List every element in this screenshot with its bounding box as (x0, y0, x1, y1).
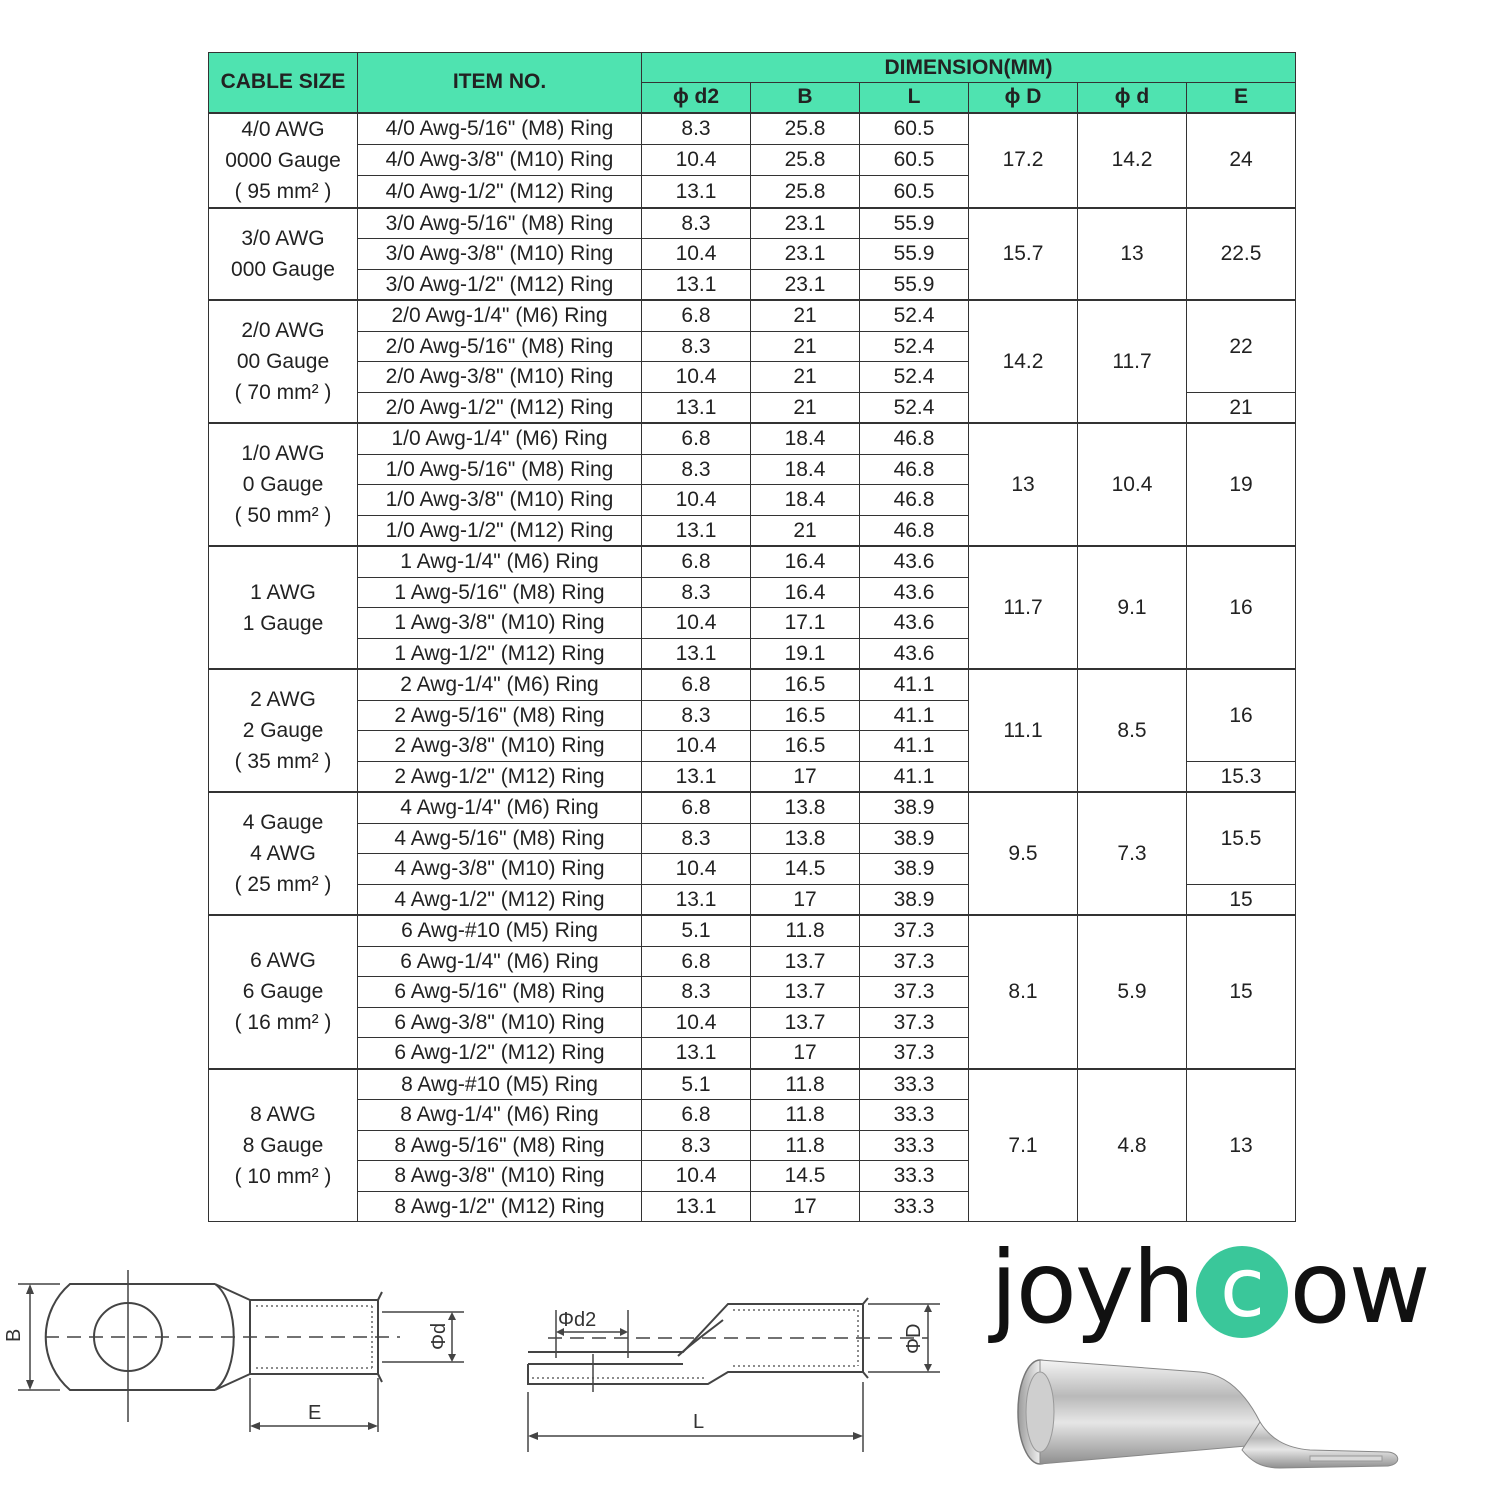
item-no-cell: 2 Awg-5/16" (M8) Ring (358, 700, 642, 731)
e-cell: 15 (1187, 884, 1296, 915)
cable-size-cell (209, 546, 358, 669)
product-photo-ring-lug (1010, 1352, 1410, 1482)
small-d-cell: 9.1 (1078, 546, 1187, 669)
l-cell: 33.3 (860, 1161, 969, 1192)
header-e: E (1187, 83, 1296, 113)
table-row (209, 208, 1296, 239)
l-cell: 38.9 (860, 823, 969, 854)
cable-size-line: 6 Gauge (242, 980, 324, 1004)
l-cell: 37.3 (860, 946, 969, 977)
b-cell: 21 (751, 392, 860, 423)
l-cell: 43.6 (860, 608, 969, 639)
l-cell: 41.1 (860, 700, 969, 731)
b-cell: 25.8 (751, 176, 860, 208)
table-row (209, 300, 1296, 331)
item-no-cell: 4 Awg-5/16" (M8) Ring (358, 823, 642, 854)
l-cell: 33.3 (860, 1100, 969, 1131)
b-cell: 16.5 (751, 700, 860, 731)
table-body (209, 113, 1296, 1222)
item-no-cell: 8 Awg-5/16" (M8) Ring (358, 1130, 642, 1161)
d2-cell: 13.1 (642, 269, 751, 300)
l-cell: 37.3 (860, 915, 969, 946)
d2-cell: 10.4 (642, 362, 751, 393)
d2-cell: 13.1 (642, 884, 751, 915)
item-no-cell: 1/0 Awg-5/16" (M8) Ring (358, 454, 642, 485)
item-no-cell: 2 Awg-3/8" (M10) Ring (358, 731, 642, 762)
e-cell: 22.5 (1187, 208, 1296, 301)
b-cell: 23.1 (751, 239, 860, 270)
cable-size-cell (209, 915, 358, 1069)
d2-cell: 13.1 (642, 1038, 751, 1069)
small-d-cell: 14.2 (1078, 113, 1187, 208)
item-no-cell: 3/0 Awg-3/8" (M10) Ring (358, 239, 642, 270)
b-cell: 21 (751, 362, 860, 393)
spec-table (208, 52, 1296, 1222)
e-cell: 16 (1187, 546, 1296, 669)
l-cell: 46.8 (860, 485, 969, 516)
table-row (209, 423, 1296, 454)
small-d-cell: 10.4 (1078, 423, 1187, 546)
d2-cell: 8.3 (642, 208, 751, 239)
b-cell: 16.5 (751, 669, 860, 700)
l-cell: 38.9 (860, 854, 969, 885)
l-cell: 41.1 (860, 669, 969, 700)
cable-size-line: 6 AWG (250, 949, 316, 973)
l-cell: 43.6 (860, 546, 969, 577)
l-cell: 33.3 (860, 1069, 969, 1100)
table-row (209, 546, 1296, 577)
b-cell: 17 (751, 1038, 860, 1069)
cable-size-cell (209, 423, 358, 546)
label-l: L (693, 1411, 705, 1433)
label-b: B (3, 1328, 25, 1342)
small-d-cell: 4.8 (1078, 1069, 1187, 1222)
table-row (209, 113, 1296, 145)
cable-size-line: 0 Gauge (242, 473, 324, 496)
big-d-cell: 14.2 (969, 300, 1078, 423)
header-d2: ɸ d2 (642, 83, 751, 113)
e-cell: 15 (1187, 915, 1296, 1069)
b-cell: 17 (751, 761, 860, 792)
header-l: L (860, 83, 969, 113)
big-d-cell: 11.7 (969, 546, 1078, 669)
e-cell: 13 (1187, 1069, 1296, 1222)
b-cell: 16.5 (751, 731, 860, 762)
b-cell: 23.1 (751, 208, 860, 239)
d2-cell: 13.1 (642, 638, 751, 669)
header-dimension: DIMENSION(MM) (642, 53, 1296, 83)
item-no-cell: 1 Awg-3/8" (M10) Ring (358, 608, 642, 639)
cable-size-line: ( 16 mm² ) (234, 1011, 332, 1035)
d2-cell: 6.8 (642, 669, 751, 700)
cable-size-cell (209, 792, 358, 915)
l-cell: 33.3 (860, 1130, 969, 1161)
cable-size-line: 8 Gauge (242, 1133, 324, 1157)
item-no-cell: 8 Awg-#10 (M5) Ring (358, 1069, 642, 1100)
b-cell: 11.8 (751, 1069, 860, 1100)
header-big-d: ɸ D (969, 83, 1078, 113)
item-no-cell: 4/0 Awg-3/8" (M10) Ring (358, 144, 642, 175)
item-no-cell: 4 Awg-1/4" (M6) Ring (358, 792, 642, 823)
l-cell: 37.3 (860, 1007, 969, 1038)
cable-size-line: ( 70 mm² ) (234, 381, 332, 404)
cable-size-line: ( 50 mm² ) (234, 504, 332, 527)
d2-cell: 8.3 (642, 823, 751, 854)
d2-cell: 10.4 (642, 239, 751, 270)
header-small-d: ɸ d (1078, 83, 1187, 113)
cable-size-line: 8 AWG (250, 1102, 316, 1126)
b-cell: 21 (751, 515, 860, 546)
item-no-cell: 3/0 Awg-1/2" (M12) Ring (358, 269, 642, 300)
big-d-cell: 15.7 (969, 208, 1078, 301)
l-cell: 52.4 (860, 331, 969, 362)
d2-cell: 6.8 (642, 300, 751, 331)
item-no-cell: 1/0 Awg-3/8" (M10) Ring (358, 485, 642, 516)
e-cell: 21 (1187, 392, 1296, 423)
cable-size-line: 2 Gauge (242, 719, 324, 742)
e-cell: 24 (1187, 113, 1296, 208)
label-e: E (308, 1402, 322, 1424)
b-cell: 25.8 (751, 144, 860, 175)
d2-cell: 5.1 (642, 915, 751, 946)
b-cell: 21 (751, 331, 860, 362)
item-no-cell: 6 Awg-1/2" (M12) Ring (358, 1038, 642, 1069)
small-d-cell: 8.5 (1078, 669, 1187, 792)
big-d-cell: 7.1 (969, 1069, 1078, 1222)
item-no-cell: 1 Awg-1/2" (M12) Ring (358, 638, 642, 669)
item-no-cell: 4/0 Awg-1/2" (M12) Ring (358, 176, 642, 208)
d2-cell: 13.1 (642, 176, 751, 208)
e-cell: 15.3 (1187, 761, 1296, 792)
d2-cell: 10.4 (642, 608, 751, 639)
e-cell: 16 (1187, 669, 1296, 761)
lug-top-view-diagram (0, 1262, 480, 1442)
cable-size-line: 000 Gauge (231, 257, 335, 281)
cable-size-cell (209, 669, 358, 792)
d2-cell: 13.1 (642, 1191, 751, 1222)
b-cell: 18.4 (751, 454, 860, 485)
d2-cell: 8.3 (642, 331, 751, 362)
d2-cell: 6.8 (642, 423, 751, 454)
small-d-cell: 11.7 (1078, 300, 1187, 423)
e-cell: 15.5 (1187, 792, 1296, 884)
b-cell: 13.8 (751, 823, 860, 854)
big-d-cell: 11.1 (969, 669, 1078, 792)
b-cell: 14.5 (751, 1161, 860, 1192)
b-cell: 13.7 (751, 977, 860, 1008)
e-cell: 19 (1187, 423, 1296, 546)
table-row (209, 915, 1296, 946)
table-row (209, 792, 1296, 823)
cable-size-line: ( 35 mm² ) (234, 750, 332, 773)
cable-size-cell (209, 300, 358, 423)
brand-c-badge: c (1196, 1246, 1288, 1338)
label-phi-d2: Φd2 (558, 1309, 597, 1331)
cable-size-line: ( 10 mm² ) (234, 1164, 332, 1188)
b-cell: 11.8 (751, 1130, 860, 1161)
b-cell: 17 (751, 884, 860, 915)
l-cell: 60.5 (860, 113, 969, 145)
item-no-cell: 1 Awg-5/16" (M8) Ring (358, 577, 642, 608)
item-no-cell: 4 Awg-1/2" (M12) Ring (358, 884, 642, 915)
cable-size-line: 4 Gauge (242, 811, 324, 834)
item-no-cell: 8 Awg-1/4" (M6) Ring (358, 1100, 642, 1131)
item-no-cell: 3/0 Awg-5/16" (M8) Ring (358, 208, 642, 239)
l-cell: 52.4 (860, 362, 969, 393)
b-cell: 23.1 (751, 269, 860, 300)
item-no-cell: 6 Awg-5/16" (M8) Ring (358, 977, 642, 1008)
header-cable-size: CABLE SIZE (209, 53, 358, 113)
l-cell: 55.9 (860, 269, 969, 300)
d2-cell: 10.4 (642, 731, 751, 762)
l-cell: 46.8 (860, 454, 969, 485)
e-cell: 22 (1187, 300, 1296, 392)
l-cell: 38.9 (860, 884, 969, 915)
brand-prefix: joyh (990, 1229, 1194, 1346)
d2-cell: 6.8 (642, 792, 751, 823)
brand-logo (990, 1228, 1470, 1348)
cable-size-line: 00 Gauge (236, 350, 330, 373)
small-d-cell: 13 (1078, 208, 1187, 301)
b-cell: 16.4 (751, 546, 860, 577)
cable-size-line: ( 95 mm² ) (234, 179, 332, 203)
item-no-cell: 2/0 Awg-1/4" (M6) Ring (358, 300, 642, 331)
b-cell: 19.1 (751, 638, 860, 669)
d2-cell: 8.3 (642, 977, 751, 1008)
l-cell: 41.1 (860, 761, 969, 792)
small-d-cell: 7.3 (1078, 792, 1187, 915)
cable-size-line: 4 AWG (250, 842, 316, 865)
big-d-cell: 17.2 (969, 113, 1078, 208)
d2-cell: 13.1 (642, 515, 751, 546)
item-no-cell: 4 Awg-3/8" (M10) Ring (358, 854, 642, 885)
d2-cell: 8.3 (642, 113, 751, 145)
header-item-no: ITEM NO. (358, 53, 642, 113)
b-cell: 17 (751, 1191, 860, 1222)
b-cell: 11.8 (751, 915, 860, 946)
b-cell: 17.1 (751, 608, 860, 639)
d2-cell: 10.4 (642, 1007, 751, 1038)
cable-size-cell (209, 113, 358, 208)
cable-size-line: 1 Gauge (242, 611, 324, 635)
item-no-cell: 2 Awg-1/2" (M12) Ring (358, 761, 642, 792)
cable-size-line: 0000 Gauge (225, 148, 341, 172)
l-cell: 41.1 (860, 731, 969, 762)
l-cell: 46.8 (860, 515, 969, 546)
l-cell: 33.3 (860, 1191, 969, 1222)
b-cell: 13.7 (751, 1007, 860, 1038)
b-cell: 13.8 (751, 792, 860, 823)
b-cell: 14.5 (751, 854, 860, 885)
big-d-cell: 13 (969, 423, 1078, 546)
l-cell: 60.5 (860, 144, 969, 175)
l-cell: 55.9 (860, 239, 969, 270)
brand-suffix: ow (1289, 1229, 1429, 1346)
small-d-cell: 5.9 (1078, 915, 1187, 1069)
d2-cell: 6.8 (642, 546, 751, 577)
table-row (209, 1069, 1296, 1100)
b-cell: 11.8 (751, 1100, 860, 1131)
cable-size-line: 2/0 AWG (241, 319, 325, 342)
d2-cell: 8.3 (642, 577, 751, 608)
d2-cell: 10.4 (642, 1161, 751, 1192)
d2-cell: 6.8 (642, 1100, 751, 1131)
b-cell: 21 (751, 300, 860, 331)
d2-cell: 10.4 (642, 144, 751, 175)
l-cell: 52.4 (860, 392, 969, 423)
d2-cell: 8.3 (642, 1130, 751, 1161)
lug-side-view-diagram (518, 1292, 948, 1462)
d2-cell: 8.3 (642, 700, 751, 731)
label-phi-big-d: ΦD (903, 1323, 925, 1354)
b-cell: 25.8 (751, 113, 860, 145)
table-row (209, 669, 1296, 700)
cable-size-line: 4/0 AWG (241, 117, 325, 141)
b-cell: 18.4 (751, 485, 860, 516)
b-cell: 13.7 (751, 946, 860, 977)
l-cell: 43.6 (860, 577, 969, 608)
item-no-cell: 8 Awg-3/8" (M10) Ring (358, 1161, 642, 1192)
l-cell: 37.3 (860, 977, 969, 1008)
header-b: B (751, 83, 860, 113)
l-cell: 43.6 (860, 638, 969, 669)
d2-cell: 10.4 (642, 485, 751, 516)
big-d-cell: 9.5 (969, 792, 1078, 915)
cable-size-cell (209, 1069, 358, 1222)
l-cell: 37.3 (860, 1038, 969, 1069)
item-no-cell: 4/0 Awg-5/16" (M8) Ring (358, 113, 642, 145)
d2-cell: 10.4 (642, 854, 751, 885)
b-cell: 18.4 (751, 423, 860, 454)
item-no-cell: 6 Awg-1/4" (M6) Ring (358, 946, 642, 977)
d2-cell: 13.1 (642, 392, 751, 423)
item-no-cell: 1/0 Awg-1/4" (M6) Ring (358, 423, 642, 454)
item-no-cell: 6 Awg-3/8" (M10) Ring (358, 1007, 642, 1038)
item-no-cell: 2/0 Awg-3/8" (M10) Ring (358, 362, 642, 393)
d2-cell: 13.1 (642, 761, 751, 792)
item-no-cell: 2/0 Awg-5/16" (M8) Ring (358, 331, 642, 362)
d2-cell: 5.1 (642, 1069, 751, 1100)
cable-size-line: 1/0 AWG (241, 442, 325, 465)
item-no-cell: 6 Awg-#10 (M5) Ring (358, 915, 642, 946)
cable-size-line: 1 AWG (250, 580, 316, 604)
cable-size-line: 3/0 AWG (241, 226, 325, 250)
d2-cell: 8.3 (642, 454, 751, 485)
label-phi-d: Φd (428, 1322, 450, 1350)
b-cell: 16.4 (751, 577, 860, 608)
l-cell: 38.9 (860, 792, 969, 823)
l-cell: 55.9 (860, 208, 969, 239)
item-no-cell: 1/0 Awg-1/2" (M12) Ring (358, 515, 642, 546)
l-cell: 46.8 (860, 423, 969, 454)
item-no-cell: 2 Awg-1/4" (M6) Ring (358, 669, 642, 700)
cable-size-cell (209, 208, 358, 301)
l-cell: 60.5 (860, 176, 969, 208)
item-no-cell: 2/0 Awg-1/2" (M12) Ring (358, 392, 642, 423)
table-header (209, 53, 1296, 113)
cable-size-line: ( 25 mm² ) (234, 873, 332, 896)
d2-cell: 6.8 (642, 946, 751, 977)
item-no-cell: 1 Awg-1/4" (M6) Ring (358, 546, 642, 577)
cable-size-line: 2 AWG (250, 688, 316, 711)
item-no-cell: 8 Awg-1/2" (M12) Ring (358, 1191, 642, 1222)
l-cell: 52.4 (860, 300, 969, 331)
big-d-cell: 8.1 (969, 915, 1078, 1069)
